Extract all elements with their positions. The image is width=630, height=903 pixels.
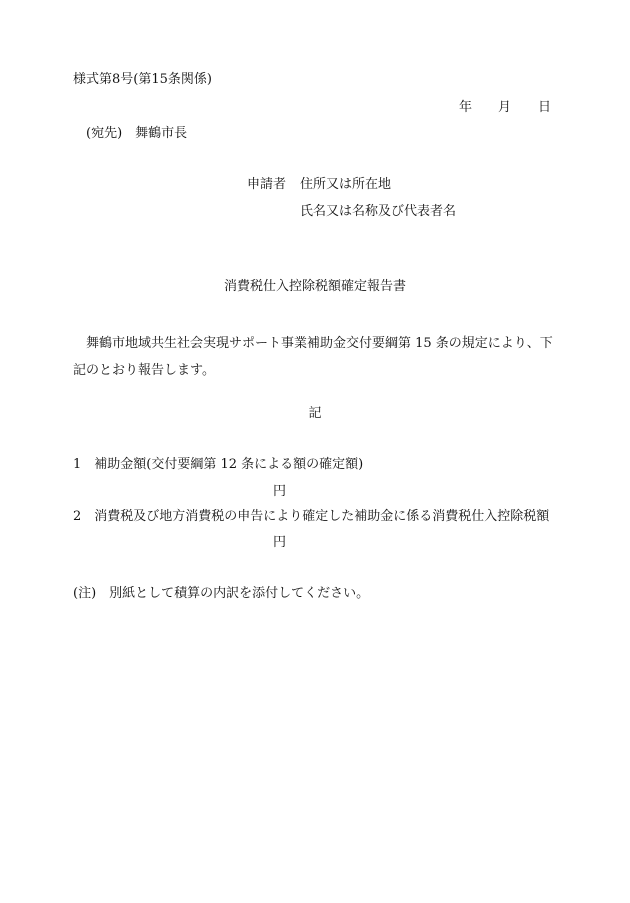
date-month-label: 月 (498, 100, 512, 115)
item-1-unit: 円 (273, 484, 287, 499)
item-2-unit: 円 (273, 535, 287, 550)
applicant-address-label: 住所又は所在地 (300, 177, 392, 192)
applicant-label: 申請者 (247, 177, 287, 192)
item-1-label: 1 補助金額(交付要綱第 12 条による額の確定額) (73, 457, 364, 472)
item-2-label: 2 消費税及び地方消費税の申告により確定した補助金に係る消費税仕入控除税額 (73, 509, 550, 524)
form-number: 様式第8号(第15条関係) (73, 72, 212, 87)
date-day-label: 日 (538, 100, 552, 115)
addressee: (宛先) 舞鶴市長 (86, 126, 188, 141)
body-paragraph: 舞鶴市地域共生社会実現サポート事業補助金交付要綱第 15 条の規定により、下記のとおり報告します。 (73, 336, 553, 378)
note: (注) 別紙として積算の内訳を添付してください。 (73, 586, 370, 601)
date-year-label: 年 (459, 100, 473, 115)
document-title: 消費税仕入控除税額確定報告書 (223, 279, 406, 294)
applicant-name-label: 氏名又は名称及び代表者名 (300, 204, 457, 219)
ki-heading: 記 (308, 406, 322, 421)
